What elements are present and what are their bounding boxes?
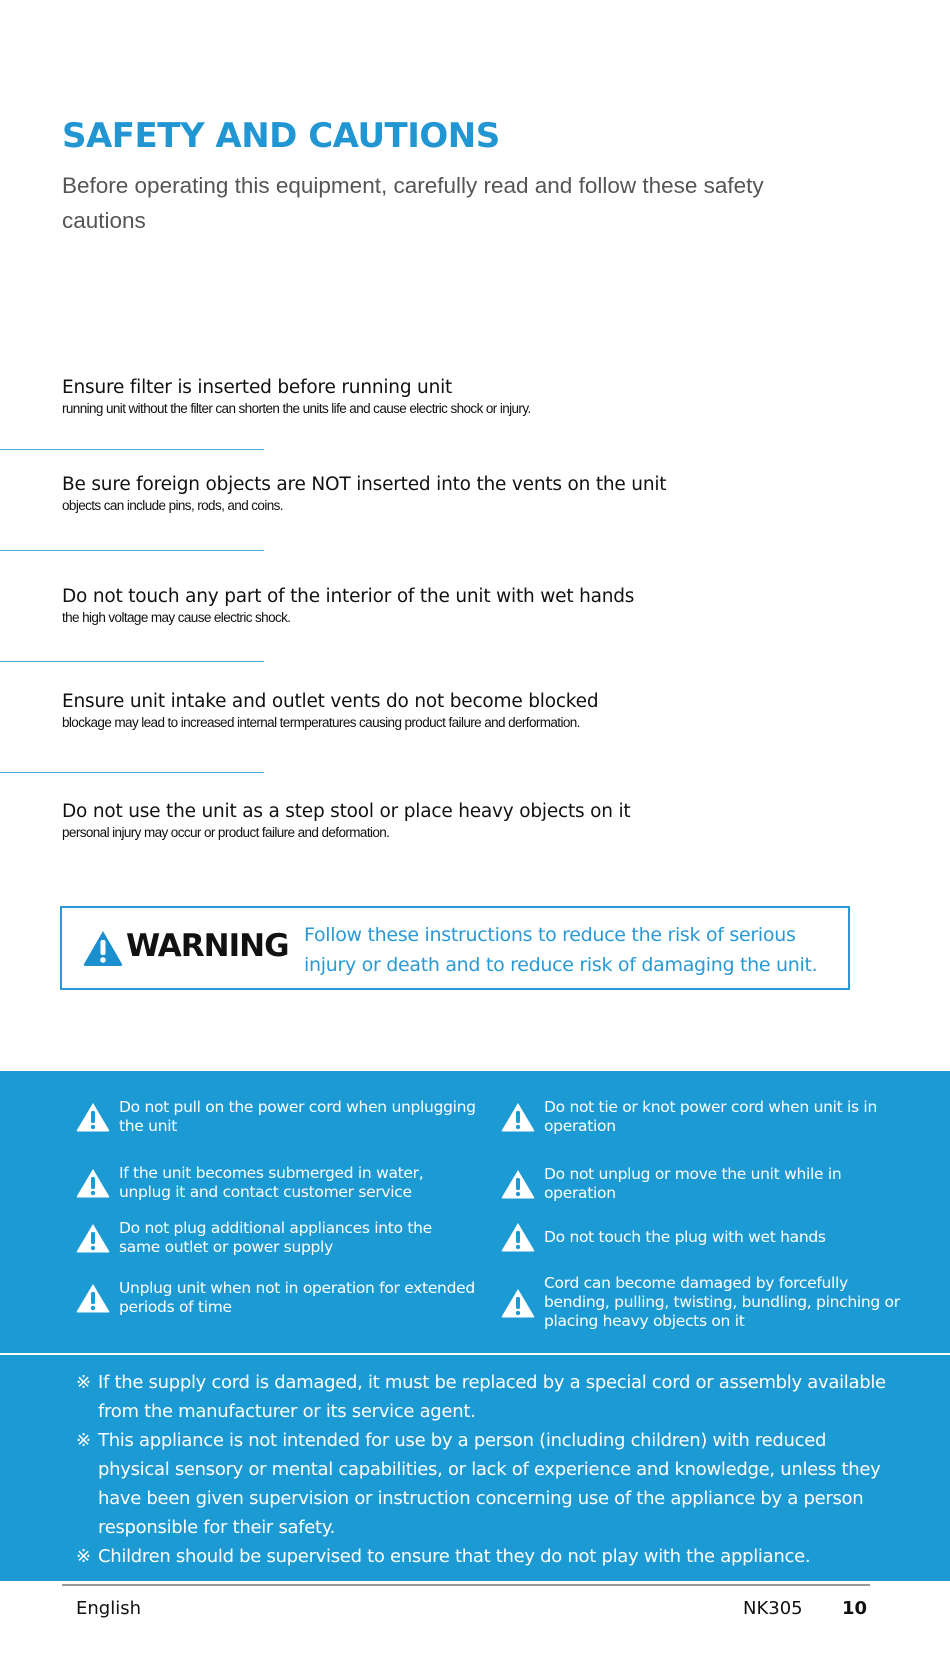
caution-heading: Do not touch any part of the interior of the unit with wet hands <box>62 586 635 607</box>
warning-triangle-icon <box>82 929 124 967</box>
warning-box <box>60 906 850 990</box>
footer-model: NK305 <box>743 1598 803 1619</box>
caution-heading: Be sure foreign objects are NOT inserted into the vents on the unit <box>62 474 667 495</box>
caution-divider <box>0 550 264 551</box>
warning-triangle-icon <box>501 1288 535 1318</box>
bullet-text: Do not tie or knot power cord when unit is in operation <box>544 1098 877 1135</box>
warning-triangle-icon <box>501 1222 535 1252</box>
note-item <box>76 1426 896 1542</box>
warning-triangle-icon <box>76 1223 110 1253</box>
bullet-text: Do not unplug or move the unit while in operation <box>544 1165 842 1202</box>
bullet-item <box>76 1164 476 1202</box>
footer-divider <box>62 1584 870 1586</box>
caution-divider <box>0 449 264 450</box>
panel-divider <box>0 1353 950 1355</box>
bullet-text: Do not touch the plug with wet hands <box>544 1227 826 1246</box>
bullet-item <box>501 1098 901 1136</box>
bullet-item <box>501 1165 901 1203</box>
bullet-item <box>76 1219 476 1257</box>
caution-detail: blockage may lead to increased internal termperatures causing product failure and derformation. <box>62 715 580 730</box>
caution-detail: objects can include pins, rods, and coins. <box>62 498 283 513</box>
page-subtitle: Before operating this equipment, carefully read and follow these safety cautions <box>62 173 764 233</box>
bullet-text: Cord can become damaged by forcefully bending, pulling, twisting, bundling, pinching or placing heavy objects on it <box>544 1274 900 1330</box>
caution-heading: Do not use the unit as a step stool or place heavy objects on it <box>62 801 631 822</box>
footer-language: English <box>76 1598 141 1619</box>
note-mark: ※ <box>76 1372 91 1393</box>
bullet-text: Do not pull on the power cord when unplugging the unit <box>119 1098 476 1135</box>
page-title: SAFETY AND CAUTIONS <box>62 116 500 156</box>
page-number: 10 <box>842 1598 868 1619</box>
caution-detail: personal injury may occur or product failure and deformation. <box>62 825 390 840</box>
caution-detail: running unit without the filter can shorten the units life and cause electric shock or injury. <box>62 401 531 416</box>
caution-divider <box>0 661 264 662</box>
caution-item <box>62 585 922 627</box>
caution-item <box>62 800 922 842</box>
bullet-item <box>501 1274 901 1331</box>
warning-triangle-icon <box>76 1168 110 1198</box>
caution-heading: Ensure filter is inserted before running unit <box>62 377 453 398</box>
warning-triangle-icon <box>501 1102 535 1132</box>
note-text: This appliance is not intended for use by a person (including children) with reduced physical sensory or mental capabilities, or lack of experience and knowledge, unless they have been given supervision or instruction concerning use of the appliance by a person responsible for their safety. <box>98 1430 881 1538</box>
bullet-item <box>501 1222 901 1252</box>
bullet-text: Unplug unit when not in operation for extended periods of time <box>119 1279 475 1316</box>
bullet-item <box>76 1279 476 1317</box>
note-mark: ※ <box>76 1430 91 1451</box>
bullet-text: Do not plug additional appliances into the same outlet or power supply <box>119 1219 432 1256</box>
caution-item <box>62 376 922 418</box>
warning-label: WARNING <box>126 928 289 964</box>
note-item <box>76 1368 896 1426</box>
note-item <box>76 1542 896 1571</box>
note-text: Children should be supervised to ensure that they do not play with the appliance. <box>98 1546 811 1567</box>
warning-triangle-icon <box>76 1283 110 1313</box>
caution-detail: the high voltage may cause electric shock. <box>62 610 291 625</box>
caution-item <box>62 473 922 515</box>
caution-item <box>62 690 922 732</box>
caution-heading: Ensure unit intake and outlet vents do not become blocked <box>62 691 599 712</box>
caution-divider <box>0 772 264 773</box>
bullet-text: If the unit becomes submerged in water, unplug it and contact customer service <box>119 1164 424 1201</box>
warning-triangle-icon <box>501 1169 535 1199</box>
note-text: If the supply cord is damaged, it must be replaced by a special cord or assembly available from the manufacturer or its service agent. <box>98 1372 886 1422</box>
bullet-item <box>76 1098 476 1136</box>
warning-text: Follow these instructions to reduce the risk of serious injury or death and to reduce risk of damaging the unit. <box>304 924 818 976</box>
warning-triangle-icon <box>76 1102 110 1132</box>
note-mark: ※ <box>76 1546 91 1567</box>
